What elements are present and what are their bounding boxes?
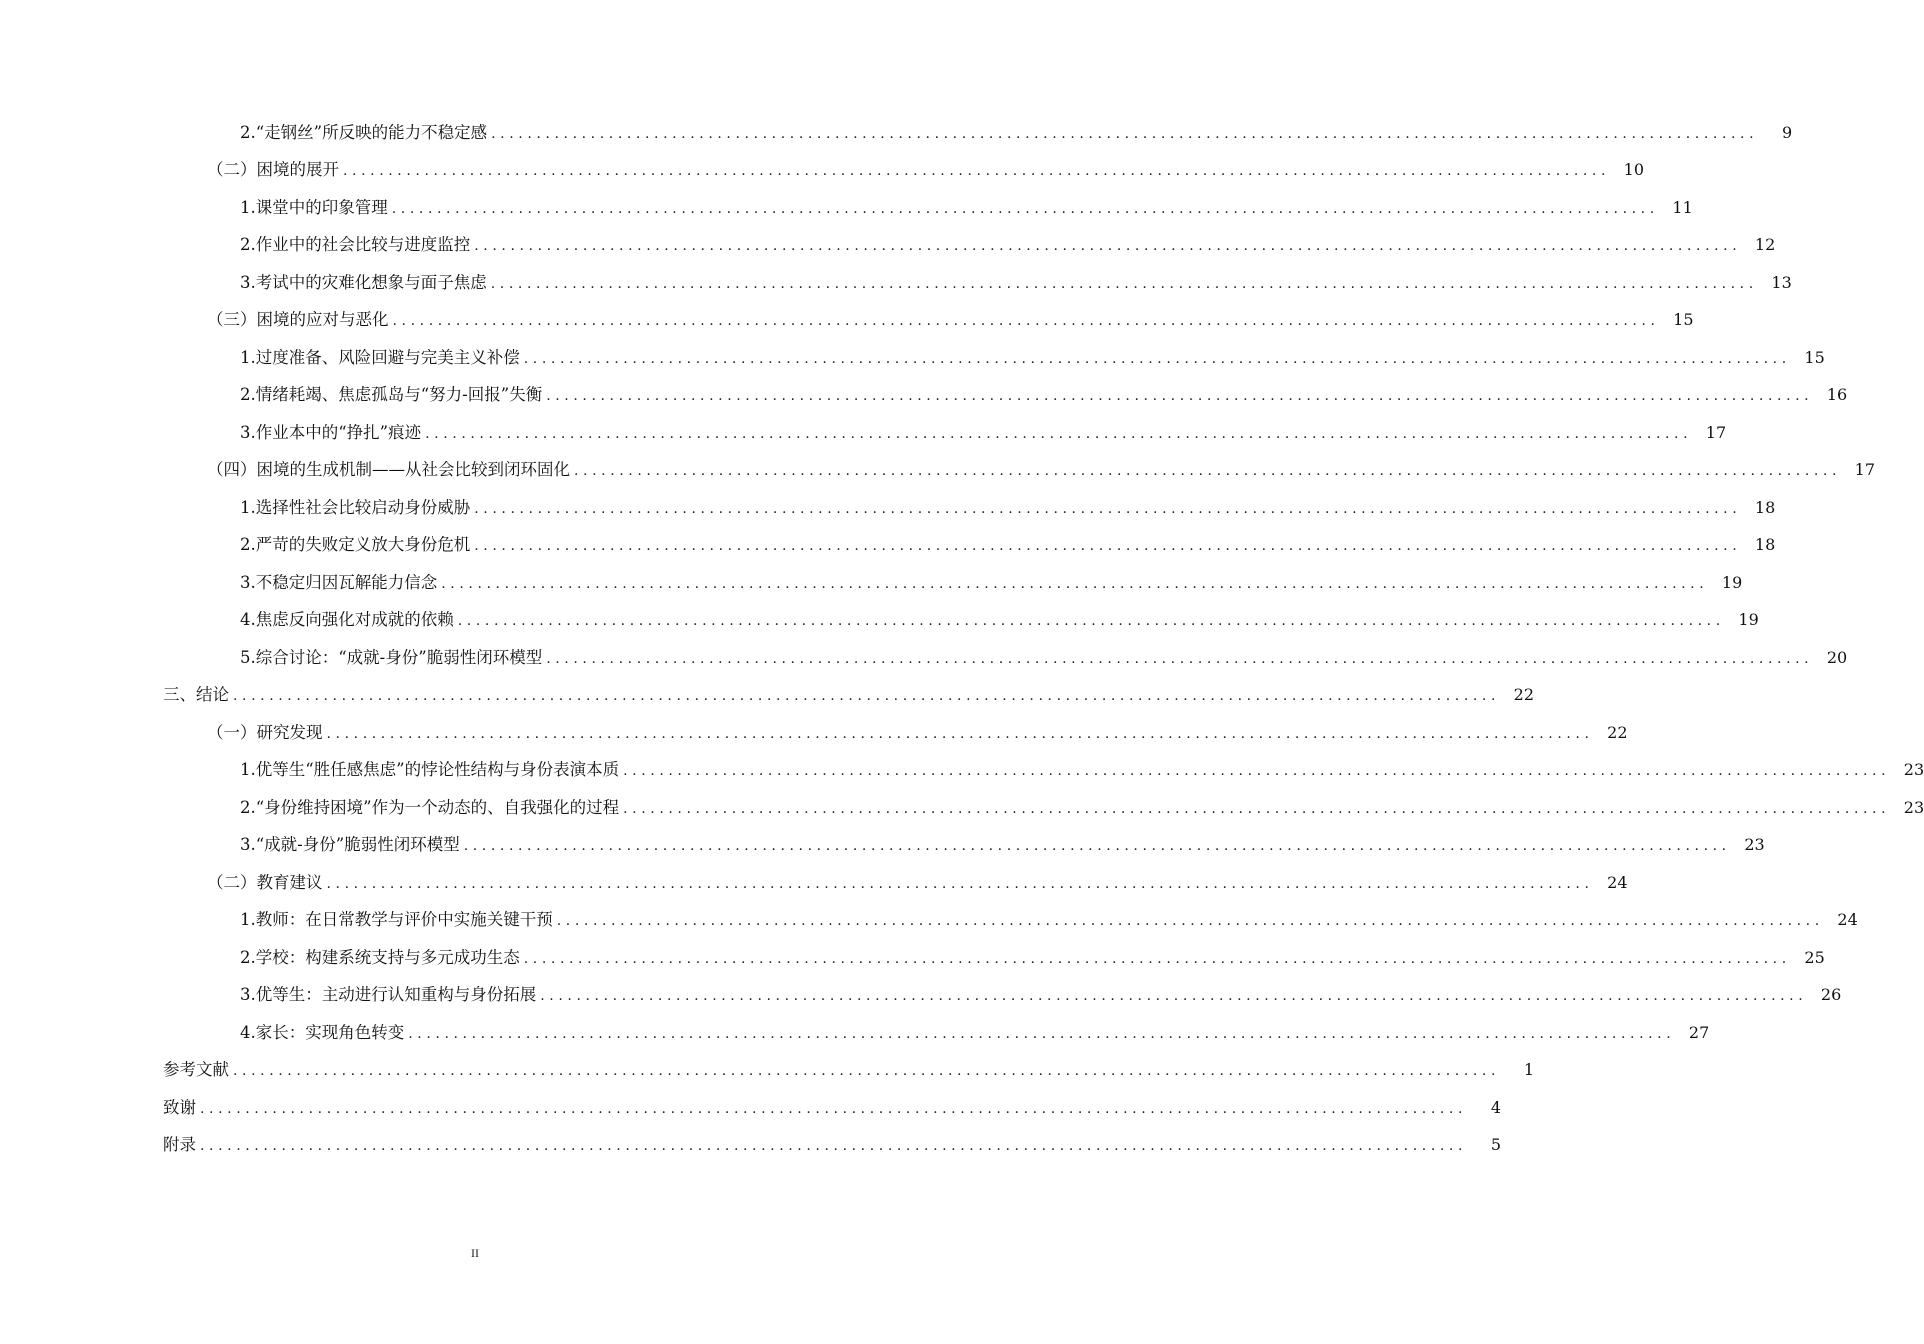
- toc-entry-label: （四）困境的生成机制——从社会比较到闭环固化: [207, 460, 570, 479]
- toc-entry[interactable]: [0, 227, 1776, 265]
- dot-leader: ............................................................................................................................................: [200, 1100, 1468, 1117]
- toc-entry-page-number: 25: [1804, 947, 1825, 967]
- toc-entry[interactable]: [0, 902, 1858, 940]
- toc-entry-page-number: 22: [1513, 685, 1535, 705]
- toc-entry[interactable]: [0, 939, 1825, 977]
- dot-leader: ............................................................................................................................................: [326, 875, 1594, 892]
- dot-leader: ............................................................................................................................................: [474, 500, 1742, 517]
- toc-entry-label: 3.考试中的灾难化想象与面子焦虑: [240, 272, 487, 292]
- toc-entry-page-number: 24: [1837, 910, 1858, 930]
- toc-entry[interactable]: [0, 977, 1842, 1015]
- toc-entry-page-number: 16: [1826, 385, 1848, 405]
- toc-entry[interactable]: [0, 1127, 1502, 1165]
- toc-entry[interactable]: [0, 264, 1792, 302]
- toc-entry[interactable]: [0, 639, 1848, 677]
- toc-entry[interactable]: [0, 564, 1743, 602]
- table-of-contents: [0, 114, 1924, 1164]
- toc-entry-page-number: 18: [1754, 535, 1776, 555]
- toc-entry[interactable]: [0, 152, 1645, 190]
- dot-leader: ............................................................................................................................................: [233, 1063, 1501, 1080]
- toc-entry-page-number: 13: [1771, 272, 1792, 292]
- toc-entry[interactable]: [0, 1089, 1502, 1127]
- toc-entry[interactable]: [0, 602, 1759, 640]
- toc-entry-label: 2.情绪耗竭、焦虑孤岛与“努力-回报”失衡: [240, 385, 543, 404]
- toc-entry-label: 2.“走钢丝”所反映的能力不稳定感: [240, 122, 488, 142]
- toc-entry-label: 三、结论: [163, 685, 229, 704]
- toc-entry[interactable]: [0, 452, 1876, 490]
- toc-entry-label: 3.作业本中的“挣扎”痕迹: [240, 422, 422, 442]
- toc-entry-label: 3.优等生：主动进行认知重构与身份拓展: [240, 985, 537, 1004]
- toc-entry-page-number: 19: [1738, 610, 1759, 630]
- toc-entry-page-number: 15: [1804, 347, 1825, 367]
- dot-leader: ............................................................................................................................................: [546, 650, 1814, 667]
- toc-entry-page-number: 10: [1623, 160, 1645, 180]
- toc-entry-label: 2.学校：构建系统支持与多元成功生态: [240, 947, 520, 967]
- dot-leader: ............................................................................................................................................: [523, 950, 1791, 967]
- toc-entry-page-number: 23: [1744, 835, 1765, 855]
- toc-entry-page-number: 18: [1754, 497, 1776, 517]
- dot-leader: ............................................................................................................................................: [425, 425, 1693, 442]
- toc-entry-label: 1.优等生“胜任感焦虑”的悖论性结构与身份表演本质: [240, 760, 620, 779]
- dot-leader: ............................................................................................................................................: [491, 125, 1759, 142]
- toc-entry-page-number: 9: [1781, 122, 1793, 142]
- dot-leader: ............................................................................................................................................: [523, 350, 1791, 367]
- toc-entry-label: （一）研究发现: [207, 722, 323, 742]
- toc-entry-page-number: 23: [1903, 797, 1924, 817]
- dot-leader: ............................................................................................................................................: [392, 313, 1660, 330]
- toc-entry-page-number: 26: [1820, 985, 1842, 1005]
- toc-entry-label: 5.综合讨论：“成就-身份”脆弱性闭环模型: [240, 647, 543, 667]
- toc-entry-label: 参考文献: [163, 1060, 229, 1079]
- dot-leader: ............................................................................................................................................: [441, 575, 1709, 592]
- toc-entry-page-number: 4: [1490, 1097, 1502, 1117]
- dot-leader: ............................................................................................................................................: [391, 200, 1659, 217]
- toc-entry[interactable]: [0, 114, 1793, 152]
- toc-entry-page-number: 22: [1607, 722, 1628, 742]
- toc-entry-page-number: 15: [1673, 310, 1694, 330]
- dot-leader: ............................................................................................................................................: [574, 463, 1842, 480]
- page-number-footer: II: [471, 1246, 479, 1260]
- toc-entry-label: 4.焦虑反向强化对成就的依赖: [240, 610, 454, 629]
- toc-entry[interactable]: [0, 339, 1825, 377]
- toc-entry-page-number: 17: [1854, 460, 1876, 480]
- toc-entry-page-number: 24: [1607, 872, 1628, 892]
- dot-leader: ............................................................................................................................................: [556, 913, 1824, 930]
- toc-entry[interactable]: [0, 302, 1694, 340]
- toc-entry[interactable]: [0, 414, 1727, 452]
- dot-leader: ............................................................................................................................................: [490, 275, 1758, 292]
- dot-leader: ............................................................................................................................................: [408, 1025, 1676, 1042]
- toc-entry-page-number: 1: [1523, 1060, 1535, 1080]
- toc-entry-label: 2.作业中的社会比较与进度监控: [240, 235, 471, 254]
- toc-entry[interactable]: [0, 1052, 1535, 1090]
- toc-entry-label: 1.选择性社会比较启动身份威胁: [240, 497, 471, 517]
- toc-entry-page-number: 20: [1826, 647, 1848, 667]
- dot-leader: ............................................................................................................................................: [623, 763, 1891, 780]
- toc-entry-page-number: 12: [1754, 235, 1776, 255]
- toc-entry[interactable]: [0, 489, 1776, 527]
- toc-entry-page-number: 27: [1688, 1022, 1710, 1042]
- toc-entry-label: 3.不稳定归因瓦解能力信念: [240, 572, 438, 592]
- toc-entry-label: 2.严苛的失败定义放大身份危机: [240, 535, 471, 554]
- toc-entry-page-number: 5: [1490, 1135, 1502, 1155]
- dot-leader: ............................................................................................................................................: [233, 688, 1501, 705]
- dot-leader: ............................................................................................................................................: [474, 538, 1742, 555]
- toc-entry[interactable]: [0, 864, 1628, 902]
- dot-leader: ............................................................................................................................................: [326, 725, 1594, 742]
- toc-entry[interactable]: [0, 714, 1628, 752]
- toc-entry-page-number: 11: [1672, 197, 1693, 217]
- dot-leader: ............................................................................................................................................: [463, 838, 1731, 855]
- dot-leader: ............................................................................................................................................: [200, 1138, 1468, 1155]
- toc-entry-page-number: 19: [1721, 572, 1743, 592]
- toc-entry-label: 附录: [163, 1135, 196, 1154]
- dot-leader: ............................................................................................................................................: [457, 613, 1725, 630]
- toc-entry[interactable]: [0, 377, 1848, 415]
- toc-entry[interactable]: [0, 752, 1924, 790]
- toc-entry-label: 2.“身份维持困境”作为一个动态的、自我强化的过程: [240, 797, 620, 817]
- toc-entry-label: 1.课堂中的印象管理: [240, 197, 388, 217]
- toc-entry[interactable]: [0, 527, 1776, 565]
- dot-leader: ............................................................................................................................................: [546, 388, 1814, 405]
- toc-entry-label: 1.教师：在日常教学与评价中实施关键干预: [240, 910, 553, 929]
- toc-entry-page-number: 17: [1705, 422, 1727, 442]
- toc-entry-page-number: 23: [1903, 760, 1924, 780]
- toc-entry[interactable]: [0, 189, 1693, 227]
- dot-leader: ............................................................................................................................................: [343, 163, 1611, 180]
- toc-entry[interactable]: [0, 677, 1535, 715]
- toc-entry[interactable]: [0, 789, 1924, 827]
- toc-entry-label: （二）教育建议: [207, 872, 323, 892]
- toc-entry[interactable]: [0, 1014, 1710, 1052]
- toc-entry-label: 致谢: [163, 1097, 196, 1117]
- toc-entry-label: 1.过度准备、风险回避与完美主义补偿: [240, 347, 520, 367]
- toc-entry-label: （二）困境的展开: [207, 160, 339, 179]
- dot-leader: ............................................................................................................................................: [623, 800, 1891, 817]
- toc-entry-label: （三）困境的应对与恶化: [207, 310, 389, 329]
- toc-entry-label: 3.“成就-身份”脆弱性闭环模型: [240, 835, 460, 854]
- dot-leader: ............................................................................................................................................: [474, 238, 1742, 255]
- toc-entry-label: 4.家长：实现角色转变: [240, 1022, 405, 1042]
- dot-leader: ............................................................................................................................................: [540, 988, 1808, 1005]
- toc-entry[interactable]: [0, 827, 1765, 865]
